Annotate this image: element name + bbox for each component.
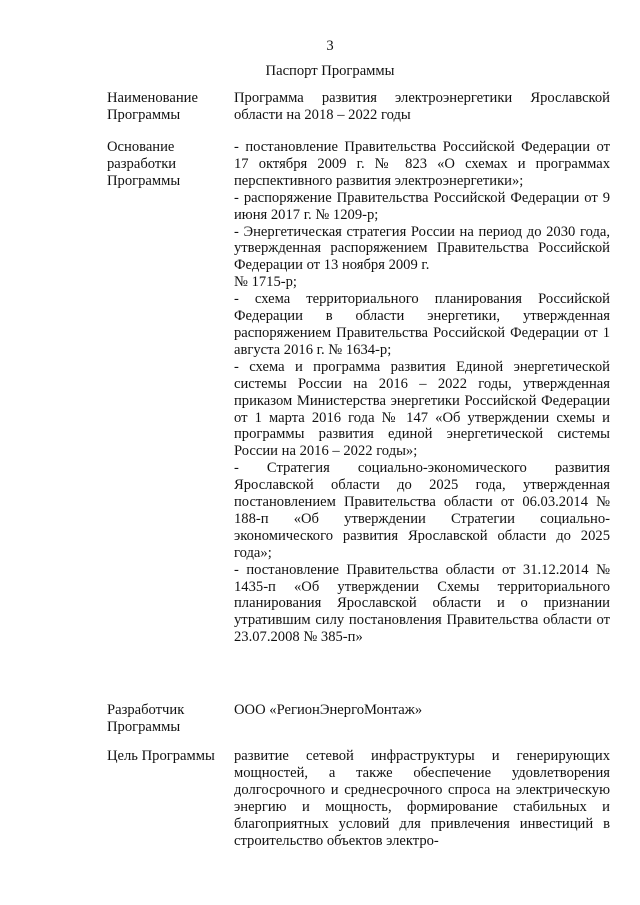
row-value [234, 139, 610, 702]
passport-table [107, 90, 612, 849]
value-item: - постановление Правительства Российской Федерации от 17 октября 2009 г. № 823 «О схемах и программах перспективного развития электроэнергетики»; [234, 139, 610, 189]
label-line: разработки [107, 155, 177, 172]
row-value [234, 90, 610, 139]
label-line: Программы [107, 172, 181, 189]
page-title: Паспорт Программы [265, 63, 395, 79]
value-item: - Стратегия социально-экономического развития Ярославской области до 2025 года, утвержденная постановлением Правительства области от 06.03.2014 № 188-п «Об утверждении Стратегии социально-экономического развития Ярославской области до 2025 года»; [234, 460, 610, 561]
row-value [234, 702, 610, 748]
row-value [234, 748, 610, 849]
value-item: - схема и программа развития Единой энергетической системы России на 2016 – 2022 годы, утвержденная приказом Министерства энергетики Российской Федерации от 1 марта 2016 года № 147 «Об утверждении схемы и программы развития единой энергетической системы России на 2016 – 2022 годы»; [234, 358, 610, 460]
label-line: Основание [107, 139, 175, 155]
value-item: № 1715-р; [234, 274, 297, 291]
value-item: развитие сетевой инфраструктуры и генерирующих мощностей, а также обеспечение удовлетворения долгосрочного и среднесрочного спроса на электрическую энергию и мощность, формирование стабильных и благоприятных условий для привлечения инвестиций в строительство объектов электро- [234, 748, 610, 849]
row-label [107, 702, 234, 748]
label-line: Программы [107, 718, 181, 735]
value-item: - Энергетическая стратегия России на период до 2030 года, утвержденная распоряжением Правительства Российской Федерации от 13 ноября 2009 г. [234, 223, 610, 274]
label-line: Цель Программы [107, 748, 215, 764]
row-label [107, 748, 234, 849]
label-line: Разработчик [107, 702, 185, 718]
label-line: Программы [107, 106, 181, 123]
label-line: Наименование [107, 90, 198, 106]
value-item: - постановление Правительства области от 31.12.2014 № 1435-п «Об утверждении Схемы территориального планирования Ярославской области и о признании утратившим силу постановления Правительства области от 23.07.2008 № 385-п» [234, 561, 610, 646]
passport-row-name [107, 90, 612, 139]
page-number: 3 [326, 38, 334, 54]
value-item: - распоряжение Правительства Российской Федерации от 9 июня 2017 г. № 1209-р; [234, 189, 610, 223]
passport-row-developer [107, 702, 612, 748]
passport-row-basis [107, 139, 612, 702]
value-item: - схема территориального планирования Российской Федерации в области энергетики, утвержденная распоряжением Правительства Российской Федерации от 1 августа 2016 г. № 1634-р; [234, 291, 610, 358]
value-item: ООО «РегионЭнергоМонтаж» [234, 702, 423, 718]
passport-row-goal [107, 748, 612, 849]
value-item: Программа развития электроэнергетики Ярославской области на 2018 – 2022 годы [234, 90, 610, 123]
row-label [107, 139, 234, 702]
row-label [107, 90, 234, 139]
